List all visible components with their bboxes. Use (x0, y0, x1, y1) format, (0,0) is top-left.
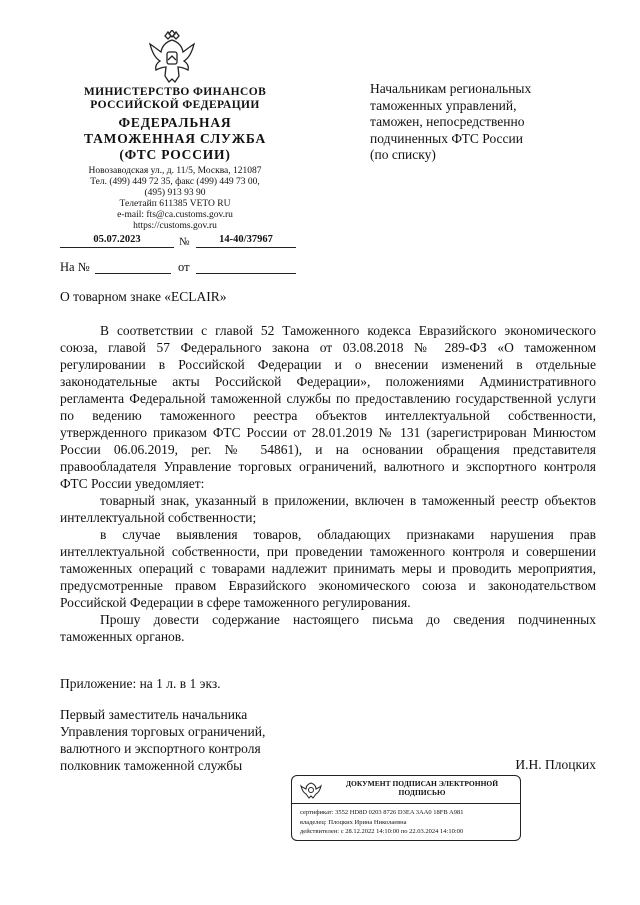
signatory-position (60, 706, 320, 774)
number-sign: № (179, 236, 190, 248)
body-paragraph: товарный знак, указанный в приложении, включен в таможенный реестр объектов интеллектуальной собственности; (60, 493, 596, 525)
ministry-line: МИНИСТЕРСТВО ФИНАНСОВ (83, 86, 267, 98)
stamp-validity: действителен: с 28.12.2022 14:10:00 по 22.03.2024 14:10:00 (300, 828, 464, 835)
stamp-details (300, 808, 515, 837)
stamp-title (332, 779, 512, 797)
stamp-owner: владелец: Плоцких Ирина Николаевна (300, 818, 407, 826)
electronic-signature-stamp (291, 775, 521, 841)
reference-from-label: от (178, 260, 190, 274)
stamp-title-line: ДОКУМЕНТ ПОДПИСАН ЭЛЕКТРОННОЙ (345, 779, 499, 788)
addressee-block (370, 81, 590, 164)
agency-line: ФЕДЕРАЛЬНАЯ (118, 115, 232, 130)
address-line: Телетайп 611385 VETO RU (119, 199, 231, 209)
addressee-line: таможен, непосредственно (370, 114, 525, 129)
agency-line: ТАМОЖЕННАЯ СЛУЖБА (83, 131, 267, 146)
registration-number: 14-40/37967 (196, 234, 296, 248)
body-paragraph: Прошу довести содержание настоящего письма до сведения подчиненных таможенных органов. (60, 612, 596, 644)
addressee-line: Начальникам региональных (370, 81, 532, 96)
letter-date: 05.07.2023 (60, 234, 174, 248)
address-line: e-mail: fts@ca.customs.gov.ru (117, 210, 233, 220)
address-line: Новозаводская ул., д. 11/5, Москва, 121087 (88, 166, 262, 176)
signatory-name: И.Н. Плоцких (515, 757, 596, 772)
letter-body (60, 322, 596, 645)
letter-subject: О товарном знаке «ECLAIR» (60, 289, 227, 304)
emblem-icon (300, 780, 322, 800)
addressee-line: подчиненных ФТС России (370, 130, 523, 146)
agency-line: (ФТС РОССИИ) (119, 147, 231, 162)
address-line: (495) 913 93 90 (144, 188, 206, 198)
attachment-note: Приложение: на 1 л. в 1 экз. (60, 676, 221, 691)
addressee-line: (по списку) (370, 147, 436, 162)
body-paragraph: В соответствии с главой 52 Таможенного кодекса Евразийского экономического союза, главой 57 Федерального закона от 03.08.2018 № 289-ФЗ «О таможенном регулировании в Российской Федерации и о внесении изменений в отдельные законодательные акты Российской Федерации», положениями Административного регламента Федеральной таможенной службы по предоставлению государственной услуги по ведению таможенного реестра объектов интеллектуальной собственности, утвержденного приказом ФТС России от 28.01.2019 № 131 (зарегистрирован Минюстом России 06.06.2019, рег. № 54861), и на основании обращения представителя правообладателя Управление торговых ограничений, валютного и экспортного контроля ФТС России уведомляет: (60, 323, 596, 491)
agency-block (60, 115, 290, 163)
coat-of-arms-emblem (149, 30, 195, 86)
reference-label: На № (60, 260, 90, 274)
address-block (60, 166, 290, 232)
address-line: Тел. (499) 449 72 35, факс (499) 449 73 00, (90, 177, 260, 187)
reference-number-line (95, 273, 171, 274)
body-paragraph: в случае выявления товаров, обладающих признаками нарушения прав интеллектуальной собственности, при проведении таможенного контроля и совершении таможенных операций с товарами надлежит принимать меры и проводить мероприятия, предусмотренные правом Евразийского экономического союза и законодательством Российской Федерации в сфере таможенного регулирования. (60, 527, 596, 610)
ministry-block (60, 86, 290, 112)
stamp-title-line: ПОДПИСЬЮ (398, 788, 446, 797)
address-line: https://customs.gov.ru (133, 221, 217, 231)
stamp-divider (292, 803, 520, 804)
position-line: валютного и экспортного контроля (60, 741, 261, 756)
position-line: Первый заместитель начальника (60, 707, 248, 722)
stamp-certificate: сертификат: 3552 HD8D 0203 8726 D3EA 3AA0 18FB A981 (300, 809, 464, 816)
position-line: полковник таможенной службы (60, 758, 243, 773)
reference-date-line (196, 273, 296, 274)
addressee-line: таможенных управлений, (370, 97, 517, 113)
ministry-line: РОССИЙСКОЙ ФЕДЕРАЦИИ (90, 99, 260, 111)
position-line: Управления торговых ограничений, (60, 724, 266, 739)
